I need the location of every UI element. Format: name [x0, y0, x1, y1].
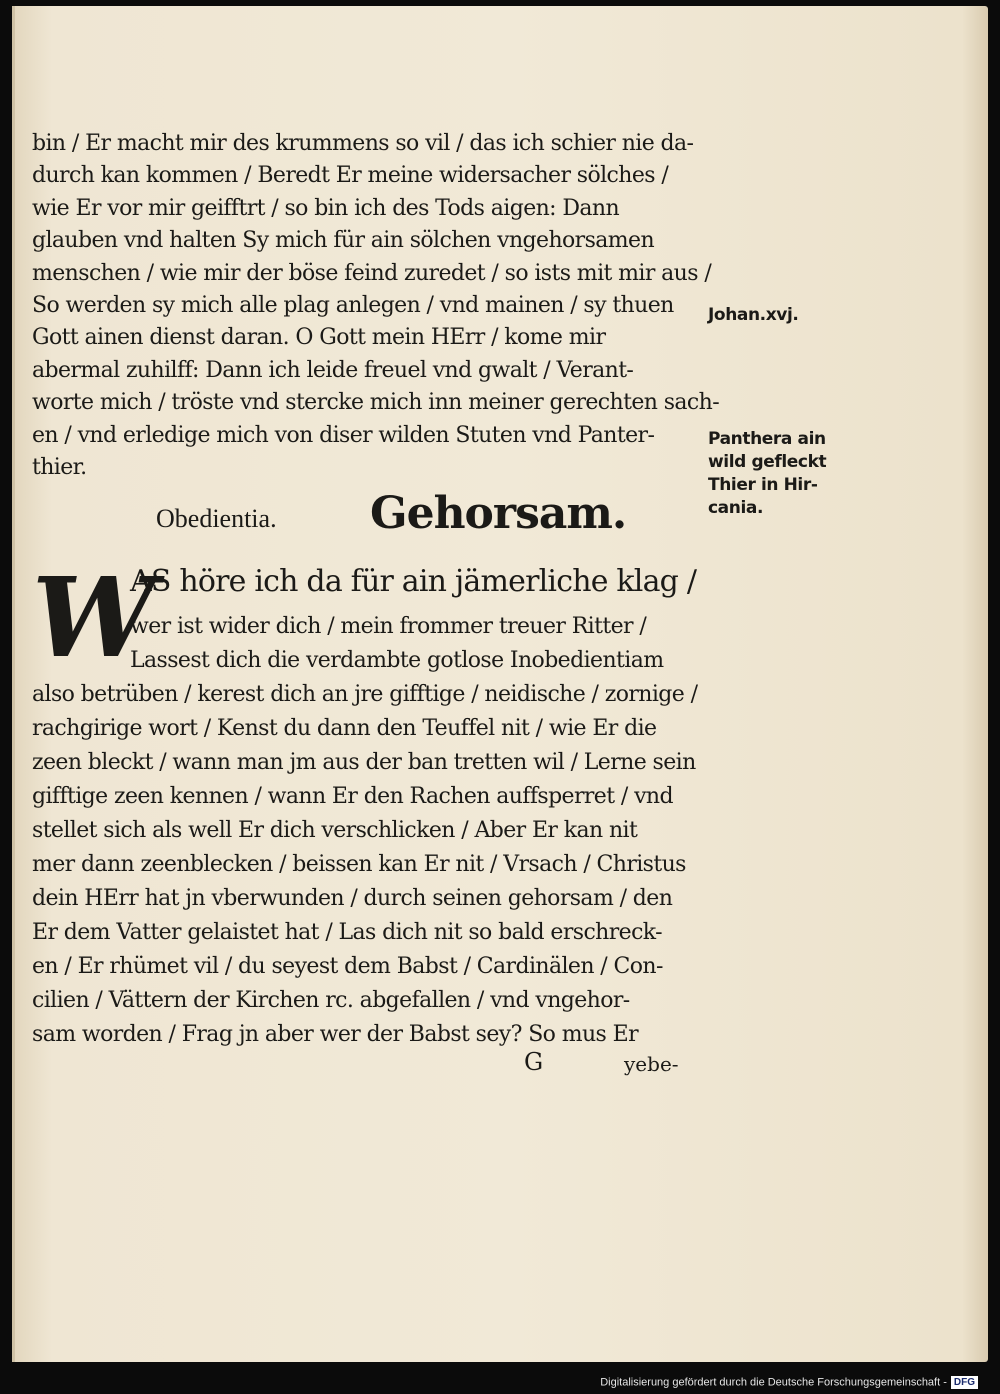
credit-text: Digitalisierung gefördert durch die Deutsche Forschungsgemeinschaft -	[600, 1376, 947, 1389]
section-line: en / Er rhümet vil / du seyest dem Babst / Cardinälen / Con-	[32, 954, 663, 979]
body-line: Gott ainen dienst daran. O Gott mein HErr / kome mir	[32, 325, 606, 351]
signature-mark: G	[524, 1048, 544, 1076]
body-line: So werden sy mich alle plag anlegen / vnd mainen / sy thuen	[32, 292, 674, 318]
body-line: bin / Er macht mir des krummens so vil / das ich schier nie da-	[32, 131, 694, 156]
section-line: Er dem Vatter gelaistet hat / Las dich nit so bald erschreck-	[32, 920, 662, 945]
section-line: AS höre ich da für ain jämerliche klag /	[130, 564, 697, 599]
section-line: also betrüben / kerest dich an jre gifftige / neidische / zornige /	[32, 682, 698, 707]
section-line: cilien / Vättern der Kirchen rc. abgefallen / vnd vngehor-	[32, 988, 630, 1013]
margin-note-line: Thier in Hir-	[708, 475, 818, 495]
section-line: zeen bleckt / wann man jm aus der ban tretten wil / Lerne sein	[32, 750, 696, 775]
section-line: mer dann zeenblecken / beissen kan Er nit / Vrsach / Christus	[32, 852, 686, 877]
body-line: glauben vnd halten Sy mich für ain sölchen vngehorsamen	[32, 228, 655, 254]
heading-german: Gehorsam.	[370, 488, 627, 539]
margin-note-johan: Johan.xvj.	[708, 305, 799, 325]
section-line: gifftige zeen kennen / wann Er den Rachen auffsperret / vnd	[32, 784, 673, 809]
margin-note-line: wild gefleckt	[708, 452, 827, 472]
body-text	[32, 128, 720, 484]
section-line: rachgirige wort / Kenst du dann den Teuffel nit / wie Er die	[32, 716, 657, 741]
body-line: en / vnd erledige mich von diser wilden Stuten vnd Panter-	[32, 422, 655, 448]
margin-note-line: cania.	[708, 498, 764, 518]
section-heading	[32, 490, 712, 550]
margin-note-line: Panthera ain	[708, 429, 826, 449]
body-line: abermal zuhilff: Dann ich leide freuel vnd gwalt / Verant-	[32, 357, 634, 383]
dfg-logo: DFG	[951, 1376, 978, 1389]
section-line: sam worden / Frag jn aber wer der Babst sey? So mus Er	[32, 1022, 638, 1047]
section-line: wer ist wider dich / mein frommer treuer Ritter /	[130, 614, 647, 639]
body-line: durch kan kommen / Beredt Er meine widersacher sölches /	[32, 163, 669, 189]
section-line: stellet sich als well Er dich verschlicken / Aber Er kan nit	[32, 818, 638, 843]
body-line: thier.	[32, 454, 87, 480]
section-line: dein HErr hat jn vberwunden / durch seinen gehorsam / den	[32, 886, 673, 911]
body-line: menschen / wie mir der böse feind zuredet / so ists mit mir aus /	[32, 260, 712, 286]
decorated-initial: W	[32, 553, 156, 682]
digitization-credit	[600, 1376, 978, 1389]
heading-latin: Obedientia.	[156, 504, 277, 533]
body-line: wie Er vor mir geifftrt / so bin ich des Tods aigen: Dann	[32, 195, 620, 221]
section-line: Lassest dich die verdambte gotlose Inobedientiam	[130, 648, 664, 673]
catchword: yebe-	[624, 1052, 679, 1076]
body-line: worte mich / tröste vnd stercke mich inn meiner gerechten sach-	[32, 390, 720, 416]
margin-note-panthera	[708, 428, 826, 520]
page-gutter	[12, 6, 15, 1362]
